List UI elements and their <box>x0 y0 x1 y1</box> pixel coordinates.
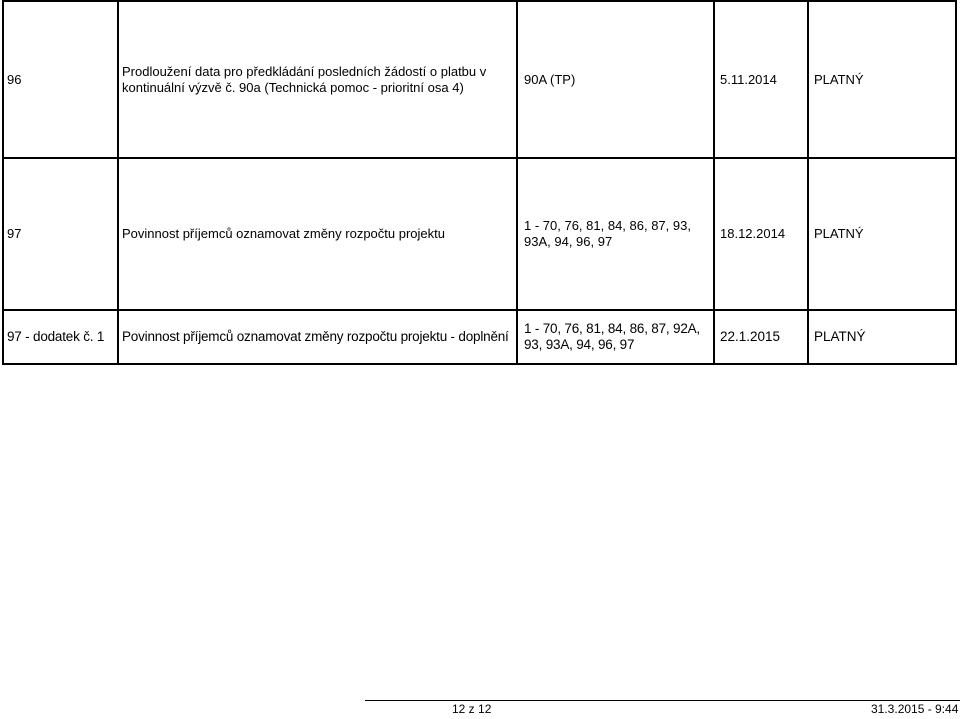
row-number: 96 <box>3 1 118 158</box>
row-status: PLATNÝ <box>808 310 956 364</box>
footer-divider <box>365 700 960 701</box>
row-date: 18.12.2014 <box>714 158 808 310</box>
table-row <box>3 310 956 364</box>
table-row <box>3 158 956 310</box>
row-title: Povinnost příjemců oznamovat změny rozpočtu projektu <box>118 158 517 310</box>
row-status: PLATNÝ <box>808 158 956 310</box>
row-calls: 1 - 70, 76, 81, 84, 86, 87, 92A, 93, 93A, 94, 96, 97 <box>517 310 714 364</box>
page-number: 12 z 12 <box>452 702 492 716</box>
row-calls: 90A (TP) <box>517 1 714 158</box>
row-date: 22.1.2015 <box>714 310 808 364</box>
row-title: Povinnost příjemců oznamovat změny rozpočtu projektu - doplnění <box>118 310 517 364</box>
regulation-table <box>2 0 957 365</box>
row-date: 5.11.2014 <box>714 1 808 158</box>
row-number: 97 <box>3 158 118 310</box>
print-timestamp: 31.3.2015 - 9:44 <box>871 702 959 716</box>
row-status: PLATNÝ <box>808 1 956 158</box>
row-number: 97 - dodatek č. 1 <box>3 310 118 364</box>
row-calls: 1 - 70, 76, 81, 84, 86, 87, 93, 93A, 94, 96, 97 <box>517 158 714 310</box>
table-row <box>3 1 956 158</box>
row-title: Prodloužení data pro předkládání posledních žádostí o platbu v kontinuální výzvě č. 90a (Technická pomoc - prioritní osa 4) <box>118 1 517 158</box>
